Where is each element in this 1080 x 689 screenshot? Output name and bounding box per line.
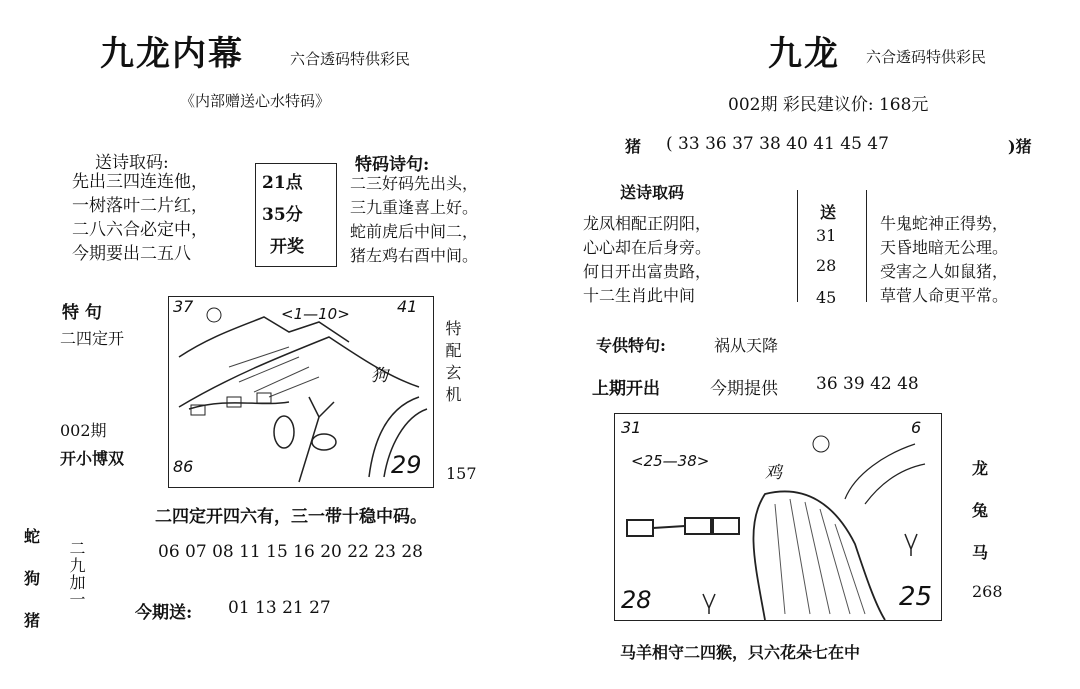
animal-1: 蛇 (24, 527, 41, 546)
right-bottom-line: 马羊相守二四猴，只六花朵七在中 (620, 643, 861, 662)
left-subtitle: 六合透码特供彩民 (290, 50, 411, 68)
left-side-number: 157 (446, 464, 477, 483)
side-animal: 龙 (972, 459, 989, 478)
draw-hour: 21点 (262, 173, 303, 193)
poem-line: 蛇前虎后中间二， (350, 222, 479, 241)
picture-corner-tr: 6 (911, 418, 922, 437)
left-picture (168, 296, 434, 488)
left-poem2-heading: 特码诗句: (355, 155, 430, 175)
left-special-label: 特 句 (62, 303, 102, 323)
divider (866, 190, 867, 302)
right-special-label: 专供特句: (596, 336, 666, 355)
picture-corner-tr: 41 (397, 297, 418, 316)
left-vertical-hint: 二九加一 (67, 540, 86, 608)
left-poem1 (72, 170, 208, 266)
left-side-vertical: 特配玄机 (443, 320, 462, 408)
cliff-chicken-sketch (615, 414, 941, 620)
poem-line: 心心却在后身旁。 (583, 238, 712, 257)
left-poem1-heading: 送诗取码: (95, 153, 169, 173)
picture-range: <1—10> (281, 305, 350, 323)
poem-line: 草菅人命更平常。 (880, 286, 1009, 305)
left-title: 九龙内幕 (100, 34, 244, 74)
picture-corner-bl: 86 (173, 457, 194, 476)
left-numbers: 06 07 08 11 15 16 20 22 23 28 (158, 542, 423, 562)
right-offer-label: 今期提供 (710, 379, 778, 399)
animal-3: 猪 (24, 611, 41, 630)
animal-2: 狗 (24, 569, 41, 588)
poem-line: 二八六合必定中， (72, 220, 208, 240)
left-special-value: 二四定开 (60, 329, 125, 348)
pig-numbers: ( 33 36 37 38 40 41 45 47 (666, 134, 889, 154)
poem-line: 一树落叶二片红， (72, 196, 208, 216)
picture-word: 狗 (371, 366, 388, 386)
right-side-number: 268 (972, 582, 1003, 601)
left-tagline: 《内部赠送心水特码》 (180, 92, 331, 110)
right-subtitle: 六合透码特供彩民 (866, 48, 987, 66)
right-poem-heading: 送诗取码 (620, 183, 685, 202)
left-center-line: 二四定开四六有，三一带十稳中码。 (155, 507, 427, 527)
poem-line: 今期要出二五八 (72, 244, 191, 264)
left-period: 002期 (60, 421, 107, 440)
poem-line: 何日开出富贵路， (583, 262, 712, 281)
poem-line: 龙凤相配正阴阳， (583, 214, 712, 233)
picture-corner-br: 29 (391, 451, 422, 479)
poem-line: 猪左鸡右酉中间。 (350, 246, 479, 265)
poem-line: 二三好码先出头， (350, 174, 479, 193)
right-special-value: 祸从天降 (714, 336, 779, 355)
left-tip: 开小博双 (60, 449, 125, 468)
right-last-label: 上期开出 (592, 379, 660, 399)
right-offer-numbers: 36 39 42 48 (816, 374, 919, 394)
picture-corner-tl: 37 (173, 297, 194, 316)
send-col-num: 45 (816, 288, 837, 307)
send-col-head: 送 (820, 203, 837, 222)
right-poem (583, 212, 711, 308)
send-col-num: 31 (816, 226, 837, 245)
send-col-num: 28 (816, 256, 837, 275)
poem-line: 先出三四连连他， (72, 172, 208, 192)
poem-line: 受害之人如鼠猪， (880, 262, 1009, 281)
divider (797, 190, 798, 302)
right-title: 九龙 (768, 34, 840, 74)
side-animal: 兔 (972, 501, 989, 520)
picture-corner-bl: 28 (621, 586, 652, 614)
draw-time-box (255, 163, 337, 267)
picture-corner-tl: 31 (621, 418, 642, 437)
poem-line: 天昏地暗无公理。 (880, 238, 1009, 257)
picture-range: <25—38> (631, 452, 710, 470)
poem-line: 三九重逢喜上好。 (350, 198, 479, 217)
picture-corner-br: 25 (899, 582, 933, 612)
poem-line: 十二生肖此中间 (583, 286, 696, 305)
right-period-price: 002期 彩民建议价: 168元 (728, 95, 929, 115)
pig-label-right: )猪 (1008, 137, 1032, 156)
left-send-numbers: 01 13 21 27 (228, 598, 331, 618)
pig-label-left: 猪 (625, 137, 642, 156)
draw-minute: 35分 (262, 205, 303, 225)
right-poem2 (880, 212, 1008, 308)
left-send-label: 今期送: (135, 603, 193, 623)
poem-line: 牛鬼蛇神正得势， (880, 214, 1009, 233)
side-animal: 马 (972, 543, 989, 562)
draw-label: 开奖 (270, 237, 304, 257)
picture-word: 鸡 (765, 463, 782, 483)
right-picture (614, 413, 942, 621)
left-poem2 (350, 172, 478, 268)
